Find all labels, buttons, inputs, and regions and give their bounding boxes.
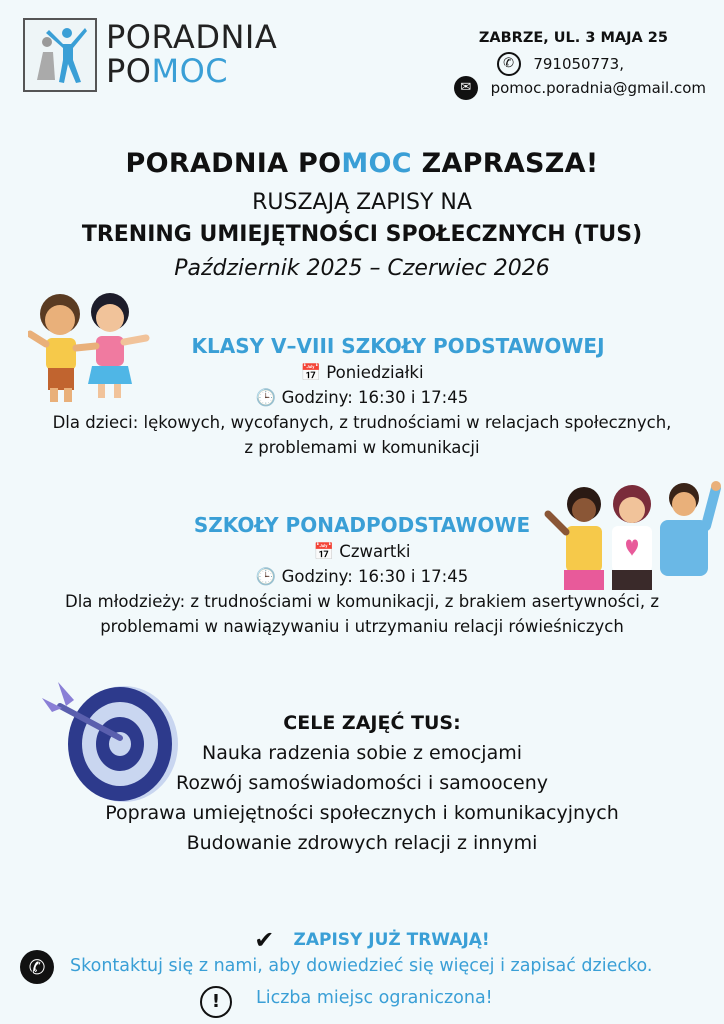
enroll-line — [0, 926, 724, 954]
group2-hours: 🕒 Godziny: 16:30 i 17:45 — [255, 567, 469, 586]
goal-item: Nauka radzenia sobie z emocjami — [201, 742, 522, 764]
group1-desc-line2: z problemami w komunikacji — [244, 438, 480, 457]
group1-desc-line1: Dla dzieci: lękowych, wycofanych, z trudnościami w relacjach społecznych, — [52, 413, 672, 432]
program-name: TRENING UMIEJĘTNOŚCI SPOŁECZNYCH (TUS) — [81, 222, 643, 247]
logo-wordmark — [106, 20, 277, 88]
exclamation-icon: ! — [200, 986, 232, 1018]
phone-text: 791050773, — [533, 54, 624, 73]
group2-desc-line2: problemami w nawiązywaniu i utrzymaniu relacji rówieśniczych — [100, 617, 624, 636]
checkmark-icon: ✔ — [254, 926, 275, 954]
goals-title: CELE ZAJĘĆ TUS: — [283, 712, 461, 734]
phone-line[interactable] — [497, 52, 624, 76]
clock-icon: 🕒 — [255, 388, 277, 407]
goal-item: Poprawa umiejętności społecznych i komunikacyjnych — [105, 802, 619, 824]
calendar-icon: 📅 — [313, 542, 335, 561]
logo-line1: PORADNIA — [106, 18, 278, 56]
email-line[interactable] — [454, 76, 706, 100]
main-title: PORADNIA POMOC ZAPRASZA! — [125, 148, 599, 179]
contact-text[interactable]: Skontaktuj się z nami, aby dowiedzieć się więcej i zapisać dziecko. — [70, 956, 653, 976]
email-text: pomoc.poradnia@gmail.com — [490, 78, 706, 97]
calendar-icon: 📅 — [300, 363, 321, 382]
address-text: ZABRZE, UL. 3 MAJA 25 — [478, 30, 668, 46]
group2-day: 📅 Czwartki — [313, 542, 411, 561]
enroll-text: ZAPISY JUŻ TRWAJĄ! — [293, 930, 490, 950]
group1-hours: 🕒 Godziny: 16:30 i 17:45 — [255, 388, 469, 407]
goal-item: Rozwój samoświadomości i samooceny — [176, 772, 548, 794]
logo-emblem — [23, 18, 97, 92]
clock-icon: 🕒 — [255, 567, 277, 586]
phone-icon: ✆ — [20, 950, 54, 984]
group1-day: 📅 Poniedziałki — [300, 363, 424, 382]
group1-title: KLASY V–VIII SZKOŁY PODSTAWOWEJ — [191, 334, 605, 358]
phone-icon: ✆ — [497, 52, 521, 76]
group2-title: SZKOŁY PONADPODSTAWOWE — [193, 513, 531, 537]
group2-desc-line1: Dla młodzieży: z trudnościami w komunikacji, z brakiem asertywności, z — [65, 592, 659, 611]
mail-icon: ✉ — [454, 76, 478, 100]
logo-figures-icon — [25, 20, 95, 90]
subtitle: RUSZAJĄ ZAPISY NA — [252, 190, 472, 215]
limited-text: Liczba miejsc ograniczona! — [256, 988, 493, 1008]
program-dates: Październik 2025 – Czerwiec 2026 — [174, 256, 550, 281]
logo-line2: POMOC — [106, 52, 229, 90]
goal-item: Budowanie zdrowych relacji z innymi — [186, 832, 538, 854]
